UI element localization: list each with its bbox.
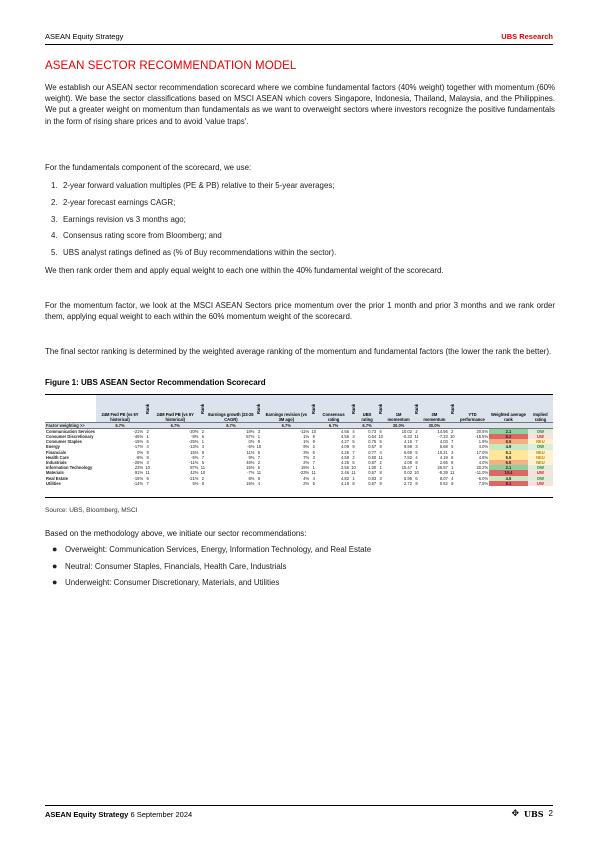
rating-cell: NEU xyxy=(528,439,553,444)
rank-cell: 4 xyxy=(352,428,355,434)
rank-cell: 3 xyxy=(451,449,454,455)
rank-cell: 8 xyxy=(379,444,382,450)
rating-cell: OW xyxy=(528,428,553,434)
value-cell: 0.62 xyxy=(439,480,448,486)
value-cell: 7.82 xyxy=(404,454,412,460)
value-cell: 2% xyxy=(303,480,310,486)
value-cell: 57% xyxy=(246,433,255,439)
value-cell: 10.21 xyxy=(437,449,448,455)
value-cell: -15% xyxy=(133,475,144,481)
rank-cell: 4 xyxy=(379,449,382,455)
rank-cell: 7 xyxy=(257,454,261,460)
footer-brand: UBS xyxy=(524,808,544,819)
value-cell: 3% xyxy=(303,449,310,455)
value-cell: 2% xyxy=(303,459,310,465)
rank-cell: 6 xyxy=(146,439,149,445)
intro-paragraph: We establish our ASEAN sector recommendation scorecard where we combine fundamental factors (40% weight) together with momentum (60% weight). We base the sector classifications based on MSCI ASEAN which covers Singapore, Indonesia, Thailand, Malaysia, and the Philippines. We put a greater weight on momentum than fundamentals as we want to overweight sectors where investors recognize the positive fundamentals in the form of rising share prices and to avoid 'value traps'. xyxy=(45,83,555,126)
value-cell: 7% xyxy=(303,454,310,460)
value-cell: 9% xyxy=(303,444,310,450)
column-header: 1M momentum xyxy=(384,395,413,422)
sector-name: Consumer Discretionary xyxy=(46,433,94,439)
recommendations-intro: Based on the methodology above, we initiate our sector recommendations: xyxy=(45,529,307,538)
value-cell: -15.5% xyxy=(475,433,489,439)
fundamentals-intro: For the fundamentals component of the scorecard, we use: xyxy=(45,163,252,172)
rank-cell: 10 xyxy=(351,465,356,471)
rank-cell: 1 xyxy=(257,433,261,439)
value-cell: 4% xyxy=(303,475,310,481)
column-header: Earnings growth (23-25 CAGR) xyxy=(206,395,255,422)
value-cell: -46% xyxy=(133,433,144,439)
list-item: ● Overweight: Communication Services, Energy, Information Technology, and Real Estate xyxy=(45,544,555,555)
value-cell: 7.5% xyxy=(478,480,489,486)
weighting-cell: 6.7% xyxy=(96,422,144,428)
rank-cell: 7 xyxy=(201,454,205,460)
rank-column-header: Rank xyxy=(199,395,206,422)
rank-cell: 6 xyxy=(312,449,315,455)
value-cell: -25% xyxy=(188,439,199,445)
value-cell: 8% xyxy=(248,475,255,481)
page-number: 2 xyxy=(548,809,553,818)
column-header: UBS rating xyxy=(357,395,377,422)
rank-cell: 6 xyxy=(257,449,261,455)
rank-cell: 11 xyxy=(311,470,316,476)
value-cell: -0.33 xyxy=(402,433,412,439)
rank-cell: 8 xyxy=(379,470,382,476)
rank-cell: 6 xyxy=(201,433,205,439)
value-cell: 1% xyxy=(303,439,310,445)
value-cell: 4.27 xyxy=(341,439,349,445)
rank-cell: 2 xyxy=(451,428,454,434)
value-cell: 10.02 xyxy=(401,428,412,434)
rank-cell: 11 xyxy=(256,470,262,476)
value-cell: 4.8% xyxy=(478,454,489,460)
rank-cell: 2 xyxy=(415,428,418,434)
header-corner xyxy=(45,395,96,422)
value-cell: 3.56 xyxy=(341,465,349,471)
ubs-keys-icon: ✥ xyxy=(511,808,520,818)
weighting-cell: 30.0% xyxy=(420,422,449,428)
recommendations-list xyxy=(45,544,555,594)
rank-cell: 3 xyxy=(352,433,355,439)
value-cell: -5% xyxy=(191,454,199,460)
value-cell: 1.00 xyxy=(368,465,377,471)
value-cell: -7% xyxy=(247,470,255,476)
rank-cell: 10 xyxy=(414,470,419,476)
rank-cell: 1 xyxy=(379,465,382,471)
rank-cell: 2 xyxy=(257,459,261,465)
value-cell: -25% xyxy=(133,459,144,465)
rank-cell: 1 xyxy=(451,465,454,471)
rating-cell: UW xyxy=(528,434,553,439)
value-cell: -20% xyxy=(188,428,199,434)
value-cell: 2.72 xyxy=(404,480,412,486)
value-cell: 4.09 xyxy=(341,444,349,450)
rank-cell: 4 xyxy=(415,454,418,460)
weighted-rank-cell: 4.9 xyxy=(489,444,528,449)
value-cell: 0.67 xyxy=(368,470,377,476)
weighted-rank-cell: 8.2 xyxy=(489,434,528,439)
value-cell: 4.56 xyxy=(341,428,349,434)
rank-cell: 10 xyxy=(256,444,262,450)
rank-cell: 5 xyxy=(146,475,149,481)
value-cell: 2.65 xyxy=(439,459,448,465)
rank-cell: 7 xyxy=(451,439,454,445)
rank-cell: 6 xyxy=(352,459,355,465)
rank-cell: 8 xyxy=(379,480,382,486)
rank-cell: 9 xyxy=(352,444,355,450)
value-cell: 8.07 xyxy=(439,475,448,481)
rank-cell: 11 xyxy=(351,470,356,476)
sector-name: Consumer Staples xyxy=(46,439,82,445)
rank-cell: 7 xyxy=(146,480,149,486)
scorecard-table-wrapper xyxy=(45,394,553,498)
rank-cell: 9 xyxy=(415,480,418,486)
column-header: 24M Fwd PE (vs 5Y historical) xyxy=(96,395,144,422)
value-cell: 0% xyxy=(248,439,255,445)
rank-cell: 4 xyxy=(451,475,454,481)
value-cell: -14% xyxy=(133,480,144,486)
rank-column-header: Rank xyxy=(413,395,420,422)
rank-cell: 9 xyxy=(201,449,205,455)
value-cell: 4.56 xyxy=(341,433,349,439)
value-cell: 9% xyxy=(248,454,255,460)
value-cell: 4.15 xyxy=(404,439,412,445)
value-cell: 15% xyxy=(246,465,255,471)
rank-cell: 1 xyxy=(415,465,418,471)
rank-cell: 5 xyxy=(415,449,418,455)
ranking-paragraph: We then rank order them and apply equal weight to each one within the 40% fundamental weight of the scorecard. xyxy=(45,266,444,275)
rank-cell: 11 xyxy=(414,433,419,439)
rank-cell: 9 xyxy=(146,449,149,455)
sector-name: Information Technology xyxy=(46,465,93,471)
value-cell: 15.47 xyxy=(401,465,412,471)
weighted-rank-cell: 10.4 xyxy=(489,470,528,475)
sector-name: Materials xyxy=(46,470,64,476)
value-cell: 11% xyxy=(246,449,255,455)
table-header-row xyxy=(45,395,553,422)
rating-cell: NEU xyxy=(528,450,553,455)
value-cell: 18% xyxy=(246,428,255,434)
rank-cell: 9 xyxy=(451,480,454,486)
weighting-cell: 6.7% xyxy=(357,422,377,428)
weighted-rank-cell: 4.5 xyxy=(489,476,528,481)
rank-cell: 2 xyxy=(146,428,149,434)
rank-cell: 2 xyxy=(312,444,315,450)
rating-cell: NEU xyxy=(528,460,553,465)
sector-name: Communication Services xyxy=(46,428,95,434)
weighted-rank-cell: 5.5 xyxy=(489,455,528,460)
rank-cell: 5 xyxy=(257,465,261,471)
rank-cell: 11 xyxy=(145,470,150,476)
list-item: 5. UBS analyst ratings defined as (% of Buy recommendations within the sector). xyxy=(51,248,337,258)
rank-column-header: Rank xyxy=(310,395,317,422)
value-cell: 5% xyxy=(192,480,199,486)
list-item: ● Underweight: Consumer Discretionary, Materials, and Utilities xyxy=(45,577,555,588)
rank-cell: 4 xyxy=(257,480,261,486)
value-cell: 15% xyxy=(301,465,310,471)
rank-cell: 6 xyxy=(451,454,454,460)
rank-cell: 3 xyxy=(415,444,418,450)
rank-cell: 8 xyxy=(312,433,315,439)
rank-cell: 3 xyxy=(312,454,315,460)
column-header: 24M Fwd PB (vs 5Y historical) xyxy=(151,395,199,422)
momentum-paragraph: For the momentum factor, we look at the MSCI ASEAN Sectors price momentum over the prior 1 month and prior 3 months and we rank order them, applying equal weight to each within the 60% momentum weight of the scorecard. xyxy=(45,301,555,322)
rank-cell: 3 xyxy=(146,459,149,465)
rank-cell: 4 xyxy=(146,444,149,450)
rank-cell: 5 xyxy=(312,480,315,486)
footer-info xyxy=(45,810,192,819)
value-cell: 5.68 xyxy=(439,444,448,450)
value-cell: -11.0% xyxy=(475,470,489,476)
bullet-icon: ● xyxy=(52,544,58,554)
rank-cell: 6 xyxy=(415,475,418,481)
weighted-rank-cell: 6.5 xyxy=(489,439,528,444)
value-cell: 4.19 xyxy=(439,454,448,460)
figure-source: Source: UBS, Bloomberg, MSCI xyxy=(45,507,138,514)
value-cell: 42% xyxy=(190,470,199,476)
rating-cell: UW xyxy=(528,470,553,475)
rank-cell: 7 xyxy=(352,449,355,455)
footer-date: 6 September 2024 xyxy=(130,810,193,819)
weighting-cell: 6.7% xyxy=(206,422,255,428)
bullet-icon: ● xyxy=(52,577,58,587)
value-cell: -8% xyxy=(191,433,199,439)
value-cell: 6.69 xyxy=(404,449,412,455)
value-cell: -21% xyxy=(133,428,144,434)
value-cell: 14.56 xyxy=(437,428,448,434)
sector-name: Health Care xyxy=(46,454,69,460)
rank-cell: 5 xyxy=(379,439,382,445)
sector-name: Utilities xyxy=(46,480,61,486)
value-cell: 4.58 xyxy=(341,454,349,460)
footer-brand-block xyxy=(511,808,553,819)
rating-cell: NEU xyxy=(528,455,553,460)
column-header: 3M momentum xyxy=(420,395,449,422)
rank-column-header: Rank xyxy=(144,395,151,422)
value-cell: 23% xyxy=(134,465,144,471)
value-cell: -8.39 xyxy=(438,470,448,476)
rank-cell: 8 xyxy=(146,454,149,460)
value-cell: 17.0% xyxy=(476,449,489,455)
rank-cell: 10 xyxy=(311,428,316,434)
value-cell: 0.67 xyxy=(368,480,377,486)
rank-cell: 8 xyxy=(352,480,355,486)
weighted-rank-cell: 5.1 xyxy=(489,450,528,455)
value-cell: 0.64 xyxy=(368,433,377,439)
value-cell: 15% xyxy=(190,449,199,455)
scorecard-table xyxy=(45,395,553,486)
weighted-rank-cell: 2.1 xyxy=(489,428,528,434)
rank-cell: 10 xyxy=(378,433,383,439)
value-cell: -8% xyxy=(135,454,144,460)
rank-cell: 4 xyxy=(201,444,205,450)
value-cell: 87% xyxy=(190,465,199,471)
rank-cell: 8 xyxy=(201,480,205,486)
rating-cell: OW xyxy=(528,476,553,481)
value-cell: 20.6% xyxy=(476,428,489,434)
header-divider xyxy=(45,44,553,45)
column-header: YTD performance xyxy=(456,395,489,422)
rank-cell: 5 xyxy=(451,444,454,450)
column-header: Weighted average rank xyxy=(489,395,528,422)
weighted-rank-cell: 2.1 xyxy=(489,465,528,470)
value-cell: 0.73 xyxy=(368,428,377,434)
header-brand: UBS Research xyxy=(501,32,553,41)
rank-column-header: Rank xyxy=(449,395,456,422)
value-cell: -7.23 xyxy=(438,433,448,439)
column-header: Consensus rating xyxy=(317,395,350,422)
rank-column-header: Rank xyxy=(350,395,357,422)
rank-cell: 1 xyxy=(146,433,149,439)
sector-name: Energy xyxy=(46,444,60,450)
value-cell: -13% xyxy=(188,444,199,450)
rank-cell: 9 xyxy=(312,439,315,445)
rank-cell: 11 xyxy=(378,454,383,460)
value-cell: 20.2% xyxy=(476,465,489,471)
value-cell: 0% xyxy=(137,449,144,455)
rank-cell: 2 xyxy=(379,459,382,465)
value-cell: -11% xyxy=(299,428,310,434)
rank-cell: 5 xyxy=(201,459,205,465)
list-item: 3. Earnings revision vs 3 months ago; xyxy=(51,214,186,224)
rank-cell: 7 xyxy=(312,459,315,465)
table-row xyxy=(45,481,553,486)
value-cell: -17% xyxy=(133,444,144,450)
rank-cell: 10 xyxy=(145,465,150,471)
value-cell: -5% xyxy=(247,444,255,450)
figure-title: Figure 1: UBS ASEAN Sector Recommendation Scorecard xyxy=(45,378,266,387)
rank-cell: 11 xyxy=(200,465,206,471)
rating-cell: OW xyxy=(528,444,553,449)
rank-cell: 1 xyxy=(201,439,205,445)
value-cell: 15% xyxy=(246,480,255,486)
rank-cell: 2 xyxy=(201,428,205,434)
rank-cell: 8 xyxy=(257,475,261,481)
rank-cell: 11 xyxy=(450,470,455,476)
sector-name: Industrials xyxy=(46,459,67,465)
value-cell: 2.46 xyxy=(341,470,349,476)
value-cell: 4.0% xyxy=(478,444,489,450)
rank-cell: 8 xyxy=(415,459,418,465)
value-cell: 4.03 xyxy=(439,439,448,445)
value-cell: 4.19 xyxy=(341,480,349,486)
rating-cell: UW xyxy=(528,481,553,486)
weighted-rank-cell: 8.1 xyxy=(489,481,528,486)
footer-publication: ASEAN Equity Strategy xyxy=(45,810,129,819)
value-cell: 0.75 xyxy=(368,439,377,445)
rank-cell: 5 xyxy=(352,439,355,445)
list-item: 1. 2-year forward valuation multiples (PE & PB) relative to their 5-year averages; xyxy=(51,181,335,190)
value-cell: 48% xyxy=(246,459,255,465)
rank-cell: 1 xyxy=(312,465,315,471)
rank-column-header: Rank xyxy=(377,395,384,422)
value-cell: -21% xyxy=(188,475,199,481)
rank-cell: 10 xyxy=(450,433,455,439)
rank-cell: 4 xyxy=(312,475,315,481)
value-cell: -23% xyxy=(299,470,310,476)
rank-cell: 10 xyxy=(200,470,206,476)
value-cell: 26.57 xyxy=(437,465,448,471)
value-cell: 1% xyxy=(303,433,310,439)
rank-cell: 3 xyxy=(379,475,382,481)
value-cell: 4.08 xyxy=(404,459,412,465)
bullet-icon: ● xyxy=(52,560,58,571)
value-cell: 4.82 xyxy=(341,475,349,481)
value-cell: 0.50 xyxy=(368,454,377,460)
column-header: Implied rating xyxy=(528,395,553,422)
rank-cell: 3 xyxy=(257,428,261,434)
footer-divider xyxy=(45,805,553,806)
value-cell: 4.25 xyxy=(341,459,349,465)
rank-column-header: Rank xyxy=(255,395,262,422)
rank-cell: 6 xyxy=(379,428,382,434)
column-header: Earnings revision (vs 3M ago) xyxy=(262,395,310,422)
value-cell: 4.0% xyxy=(478,459,489,465)
rank-cell: 2 xyxy=(201,475,205,481)
rank-cell: 9 xyxy=(257,439,261,445)
value-cell: 0.77 xyxy=(368,449,377,455)
value-cell: 1.9% xyxy=(478,439,489,445)
weighting-cell: 6.7% xyxy=(151,422,199,428)
value-cell: 0.02 xyxy=(404,470,412,476)
list-item: ● Neutral: Consumer Staples, Financials, Health Care, Industrials xyxy=(45,561,555,572)
value-cell: -6.0% xyxy=(477,475,489,481)
header-publication: ASEAN Equity Strategy xyxy=(45,32,124,41)
value-cell: 5.96 xyxy=(404,475,412,481)
weighting-label: Factor weighting >> xyxy=(45,422,96,428)
rank-cell: 8 xyxy=(451,459,454,465)
value-cell: 4.26 xyxy=(341,449,349,455)
rank-cell: 7 xyxy=(415,439,418,445)
value-cell: 9.98 xyxy=(404,444,412,450)
list-item: 2. 2-year forecast earnings CAGR; xyxy=(51,197,176,207)
list-item: 4. Consensus rating score from Bloomberg; and xyxy=(51,231,222,241)
value-cell: 91% xyxy=(134,470,144,476)
rank-cell: 1 xyxy=(352,475,355,481)
weighting-cell: 6.7% xyxy=(262,422,310,428)
value-cell: -11% xyxy=(189,459,199,465)
sector-name: Real Estate xyxy=(46,475,69,481)
weighted-rank-cell: 6.5 xyxy=(489,460,528,465)
fundamentals-list xyxy=(45,180,555,264)
final-ranking-paragraph: The final sector ranking is determined by the weighted average ranking of the momentum and fundamental factors (the lower the rank the better). xyxy=(45,347,552,356)
sector-name: Financials xyxy=(46,449,67,455)
value-cell: 0.67 xyxy=(368,444,377,450)
weighting-cell: 30.0% xyxy=(384,422,413,428)
section-title: ASEAN SECTOR RECOMMENDATION MODEL xyxy=(45,60,297,72)
rank-cell: 2 xyxy=(352,454,355,460)
value-cell: -15% xyxy=(133,439,144,445)
weighting-cell: 6.7% xyxy=(317,422,350,428)
rating-cell: OW xyxy=(528,465,553,470)
value-cell: 0.87 xyxy=(368,459,377,465)
value-cell: 0.83 xyxy=(368,475,377,481)
